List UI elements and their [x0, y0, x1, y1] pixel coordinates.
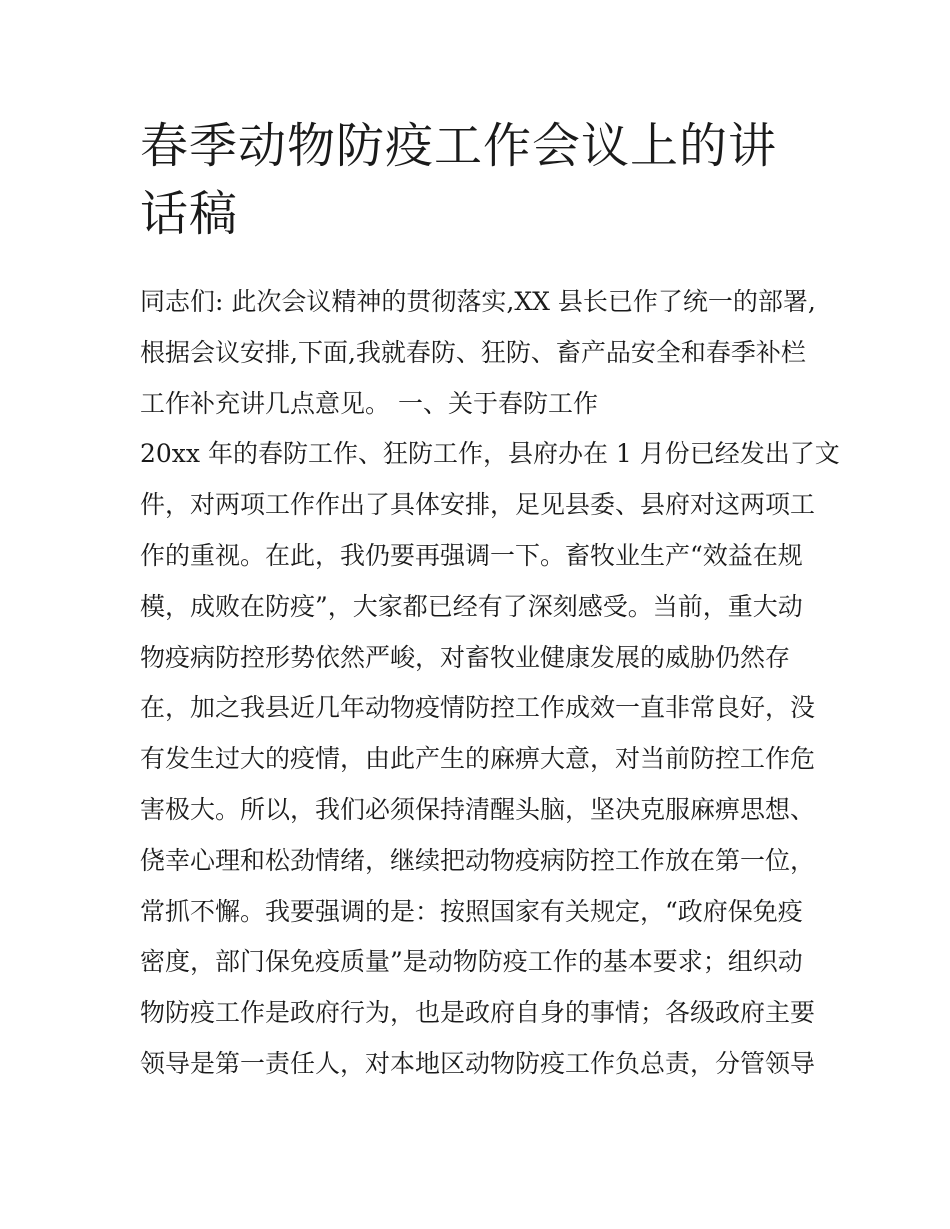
document-title [140, 112, 820, 248]
body-line: 密度，部门保免疫质量”是动物防疫工作的基本要求；组织动 [140, 947, 803, 977]
body-line: 件，对两项工作作出了具体安排，足见县委、县府对这两项工 [140, 490, 816, 520]
body-line: 同志们: 此次会议精神的贯彻落实,XX 县长已作了统一的部署, [140, 287, 816, 316]
body-line: 物防疫工作是政府行为，也是政府自身的事情；各级政府主要 [140, 998, 816, 1028]
body-line: 模，成败在防疫”，大家都已经有了深刻感受。当前，重大动 [140, 591, 803, 621]
title-line: 话稿 [140, 186, 239, 242]
body-line: 害极大。所以，我们必须保持清醒头脑，坚决克服麻痹思想、 [140, 794, 816, 824]
body-line: 领导是第一责任人，对本地区动物防疫工作负总责，分管领导 [140, 1048, 816, 1078]
body-line: 侥幸心理和松劲情绪，继续把动物疫病防控工作放在第一位， [140, 845, 816, 875]
body-line: 工作补充讲几点意见。 一、关于春防工作 [140, 388, 598, 418]
body-line: 根据会议安排,下面,我就春防、狂防、畜产品安全和春季补栏 [140, 337, 806, 367]
body-line: 在，加之我县近几年动物疫情防控工作成效一直非常良好，没 [140, 693, 816, 723]
body-line: 物疫病防控形势依然严峻，对畜牧业健康发展的威胁仍然存 [140, 642, 791, 672]
body-line: 有发生过大的疫情，由此产生的麻痹大意，对当前防控工作危 [140, 744, 816, 774]
document-body [140, 277, 840, 1090]
body-line: 作的重视。在此，我仍要再强调一下。畜牧业生产“效益在规 [140, 540, 803, 570]
body-line: 20xx 年的春防工作、狂防工作，县府办在 1 月份已经发出了文 [140, 439, 840, 469]
title-line: 春季动物防疫工作会议上的讲 [140, 118, 778, 174]
body-line: 常抓不懈。我要强调的是：按照国家有关规定，“政府保免疫 [140, 896, 803, 926]
